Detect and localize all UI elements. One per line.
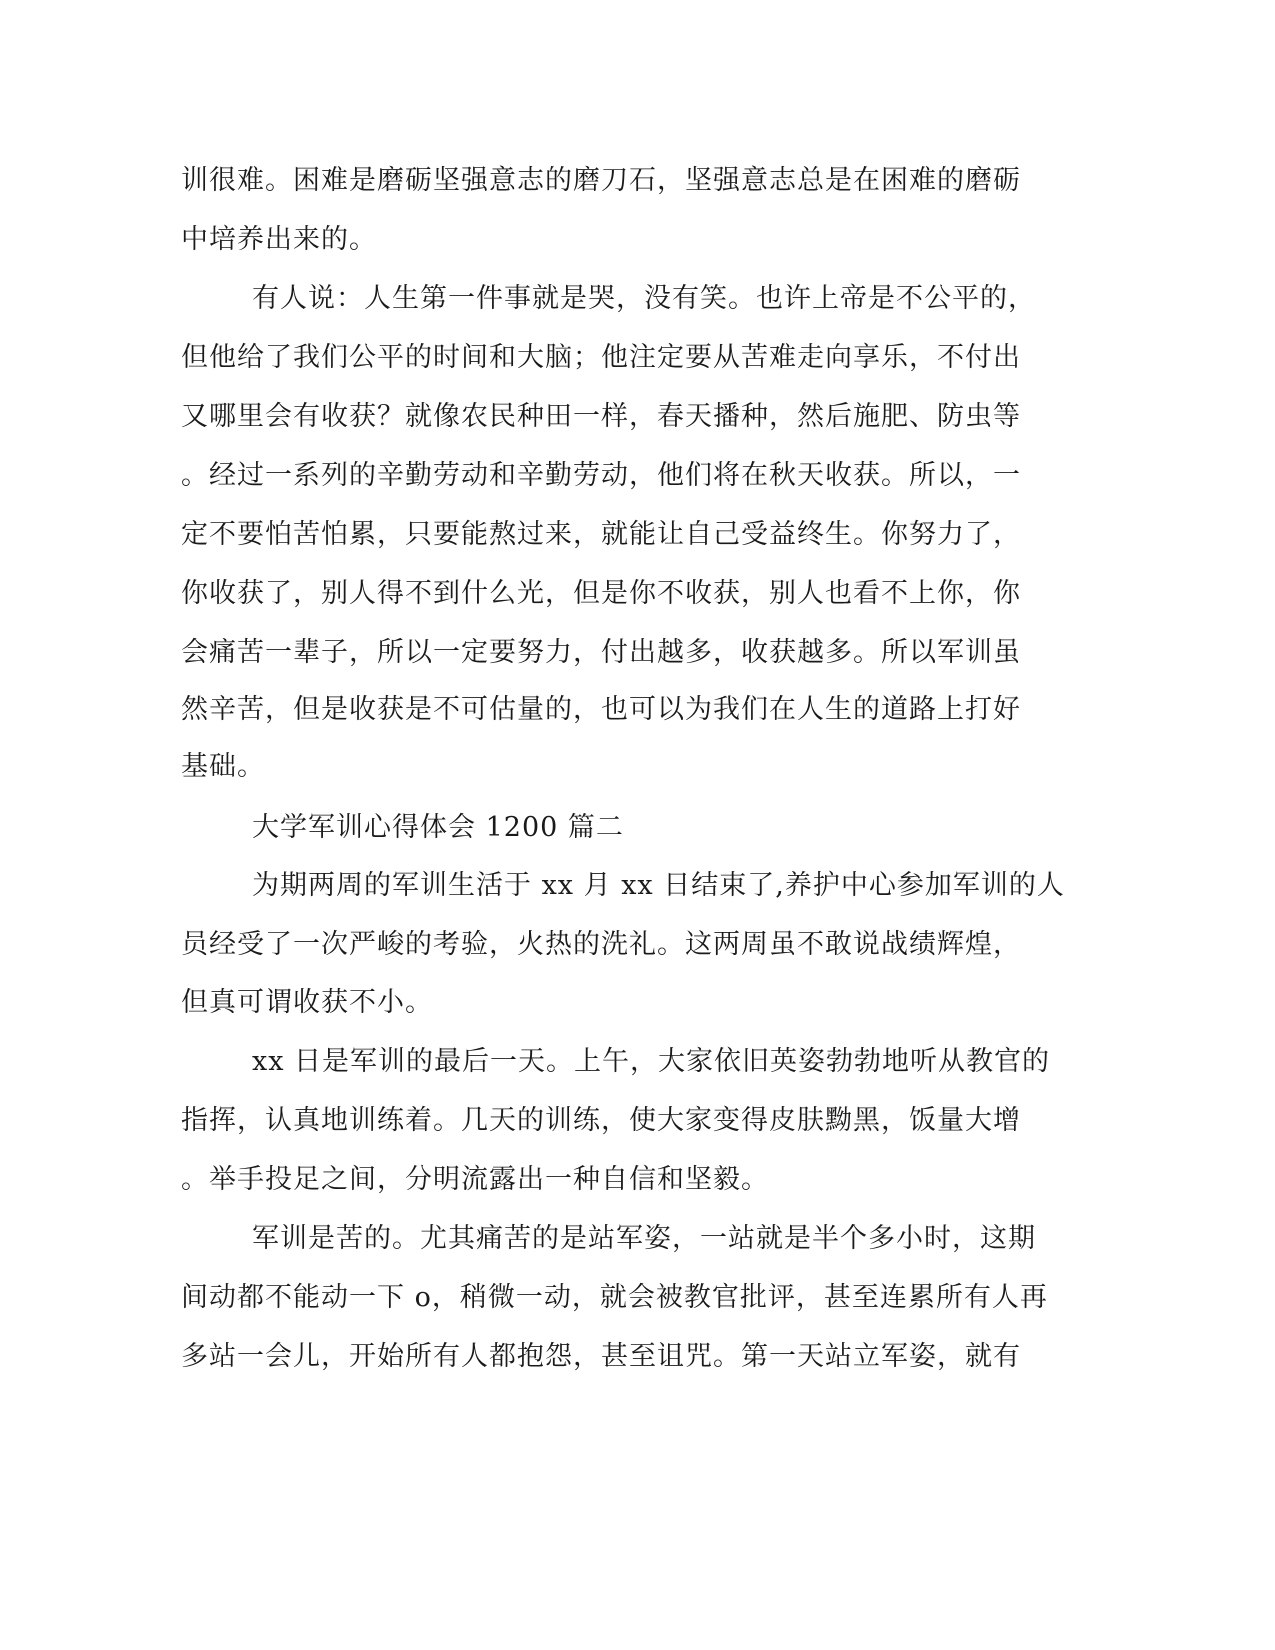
text-line: 间动都不能动一下 o，稍微一动，就会被教官批评，甚至连累所有人再 — [181, 1282, 1048, 1313]
text-line: 基础。 — [181, 751, 265, 782]
text-line: 但真可谓收获不小。 — [181, 987, 433, 1018]
paragraph-first-line: 有人说：人生第一件事就是哭，没有笑。也许上帝是不公平的， — [252, 283, 1036, 314]
text-line: 你收获了，别人得不到什么光，但是你不收获，别人也看不上你，你 — [181, 578, 1021, 609]
text-line: 中培养出来的。 — [181, 224, 377, 255]
paragraph-first-line: 军训是苦的。尤其痛苦的是站军姿，一站就是半个多小时，这期 — [252, 1223, 1036, 1254]
text-line: 但他给了我们公平的时间和大脑；他注定要从苦难走向享乐，不付出 — [181, 342, 1021, 373]
text-line: 。举手投足之间，分明流露出一种自信和坚毅。 — [181, 1164, 769, 1195]
text-line: 然辛苦，但是收获是不可估量的，也可以为我们在人生的道路上打好 — [181, 694, 1021, 725]
text-line: 又哪里会有收获？就像农民种田一样，春天播种，然后施肥、防虫等 — [181, 401, 1021, 432]
section-heading: 大学军训心得体会 1200 篇二 — [252, 812, 624, 843]
text-line: 指挥，认真地训练着。几天的训练，使大家变得皮肤黝黑，饭量大增 — [181, 1105, 1021, 1136]
text-line: 。经过一系列的辛勤劳动和辛勤劳动，他们将在秋天收获。所以，一 — [181, 460, 1021, 491]
text-line: 多站一会儿，开始所有人都抱怨，甚至诅咒。第一天站立军姿，就有 — [181, 1341, 1021, 1372]
text-line: 定不要怕苦怕累，只要能熬过来，就能让自己受益终生。你努力了， — [181, 519, 1021, 550]
text-line: 训很难。困难是磨砺坚强意志的磨刀石，坚强意志总是在困难的磨砺 — [181, 165, 1021, 196]
paragraph-first-line: 为期两周的军训生活于 xx 月 xx 日结束了,养护中心参加军训的人 — [252, 870, 1065, 901]
text-line: 会痛苦一辈子，所以一定要努力，付出越多，收获越多。所以军训虽 — [181, 637, 1021, 668]
paragraph-first-line: xx 日是军训的最后一天。上午，大家依旧英姿勃勃地听从教官的 — [252, 1046, 1051, 1077]
text-line: 员经受了一次严峻的考验，火热的洗礼。这两周虽不敢说战绩辉煌， — [181, 929, 1021, 960]
